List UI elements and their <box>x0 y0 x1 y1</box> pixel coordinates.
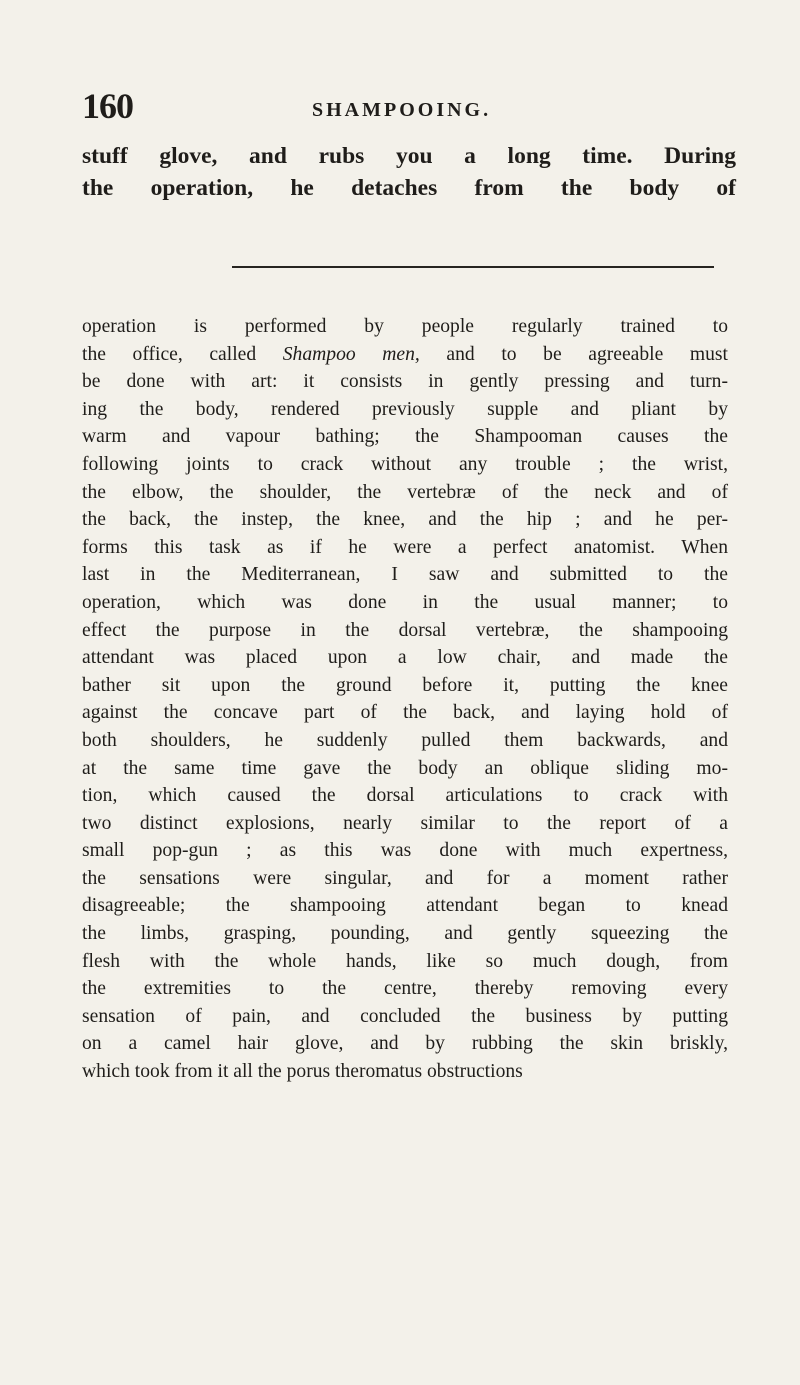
footnote-line <box>82 1030 728 1058</box>
footnote-line <box>82 396 728 424</box>
footnote-line <box>82 617 728 645</box>
footnote-text: small pop-gun ; as this was done with much expertness, <box>82 840 728 862</box>
main-text-line: stuff glove, and rubs you a long time. During <box>82 143 736 169</box>
footnote-line <box>82 948 728 976</box>
footnote-line <box>82 644 728 672</box>
footnote-text: warm and vapour bathing; the Shampooman causes the <box>82 426 728 448</box>
footnote-line <box>82 589 728 617</box>
footnote-line <box>82 727 728 755</box>
footnote-text: on a camel hair glove, and by rubbing the skin briskly, <box>82 1033 728 1055</box>
footnote-text: both shoulders, he suddenly pulled them backwards, and <box>82 729 728 751</box>
footnote-line <box>82 313 728 341</box>
footnote-text: against the concave part of the back, and laying hold of <box>82 702 728 724</box>
footnote-line <box>82 810 728 838</box>
footnote-text: the office, called <box>82 343 283 365</box>
footnote-text: forms this task as if he were a perfect anatomist. When <box>82 536 728 558</box>
footnote-rule <box>232 266 714 268</box>
footnote-text: operation, which was done in the usual manner; to <box>82 591 728 613</box>
footnote-text: tion, which caused the dorsal articulations to crack with <box>82 785 728 807</box>
footnote-line <box>82 699 728 727</box>
footnote <box>82 313 728 1086</box>
footnote-text: disagreeable; the shampooing attendant began to knead <box>82 895 728 917</box>
footnote-text: the limbs, grasping, pounding, and gently squeezing the <box>82 923 728 945</box>
footnote-text: last in the Mediterranean, I saw and submitted to the <box>82 564 728 586</box>
footnote-text: operation is performed by people regularly trained to <box>82 316 728 337</box>
footnote-line <box>82 892 728 920</box>
footnote-text: sensation of pain, and concluded the business by putting <box>82 1005 728 1027</box>
footnote-line <box>82 534 728 562</box>
footnote-line <box>82 341 728 369</box>
main-text <box>82 140 736 204</box>
footnote-text: attendant was placed upon a low chair, and made the <box>82 647 728 669</box>
page-header <box>82 88 732 132</box>
running-head: SHAMPOOING. <box>312 99 492 121</box>
footnote-line <box>82 975 728 1003</box>
footnote-text: be done with art: it consists in gently pressing and turn- <box>82 371 728 393</box>
footnote-text: flesh with the whole hands, like so much dough, from <box>82 950 728 972</box>
footnote-line <box>82 1003 728 1031</box>
footnote-line <box>82 368 728 396</box>
footnote-line <box>82 1058 728 1086</box>
page-number: 160 <box>82 86 133 126</box>
footnote-line <box>82 865 728 893</box>
footnote-line <box>82 451 728 479</box>
footnote-line <box>82 837 728 865</box>
footnote-text: bather sit upon the ground before it, putting the knee <box>82 674 728 696</box>
footnote-italic-term: Shampoo men, <box>282 343 420 365</box>
footnote-line <box>82 561 728 589</box>
footnote-line <box>82 920 728 948</box>
footnote-text: and to be agreeable must <box>419 343 729 365</box>
footnote-text: ing the body, rendered previously supple and pliant by <box>82 398 728 420</box>
footnote-text: the back, the instep, the knee, and the hip ; and he per- <box>82 509 728 531</box>
footnote-text: the elbow, the shoulder, the vertebræ of the neck and of <box>82 481 728 503</box>
footnote-text: the extremities to the centre, thereby removing every <box>82 978 728 1000</box>
footnote-text: two distinct explosions, nearly similar to the report of a <box>82 812 728 834</box>
main-text-line: the operation, he detaches from the body of <box>82 175 736 201</box>
footnote-text: following joints to crack without any trouble ; the wrist, <box>82 453 728 475</box>
footnote-line <box>82 479 728 507</box>
footnote-text: effect the purpose in the dorsal vertebræ, the shampooing <box>82 619 728 641</box>
footnote-text: at the same time gave the body an oblique sliding mo- <box>82 757 728 779</box>
footnote-line <box>82 423 728 451</box>
footnote-line <box>82 782 728 810</box>
footnote-text: the sensations were singular, and for a moment rather <box>82 867 728 889</box>
footnote-line <box>82 755 728 783</box>
footnote-line <box>82 506 728 534</box>
footnote-line <box>82 672 728 700</box>
footnote-text: which took from it all the porus theromatus obstructions <box>82 1061 523 1083</box>
